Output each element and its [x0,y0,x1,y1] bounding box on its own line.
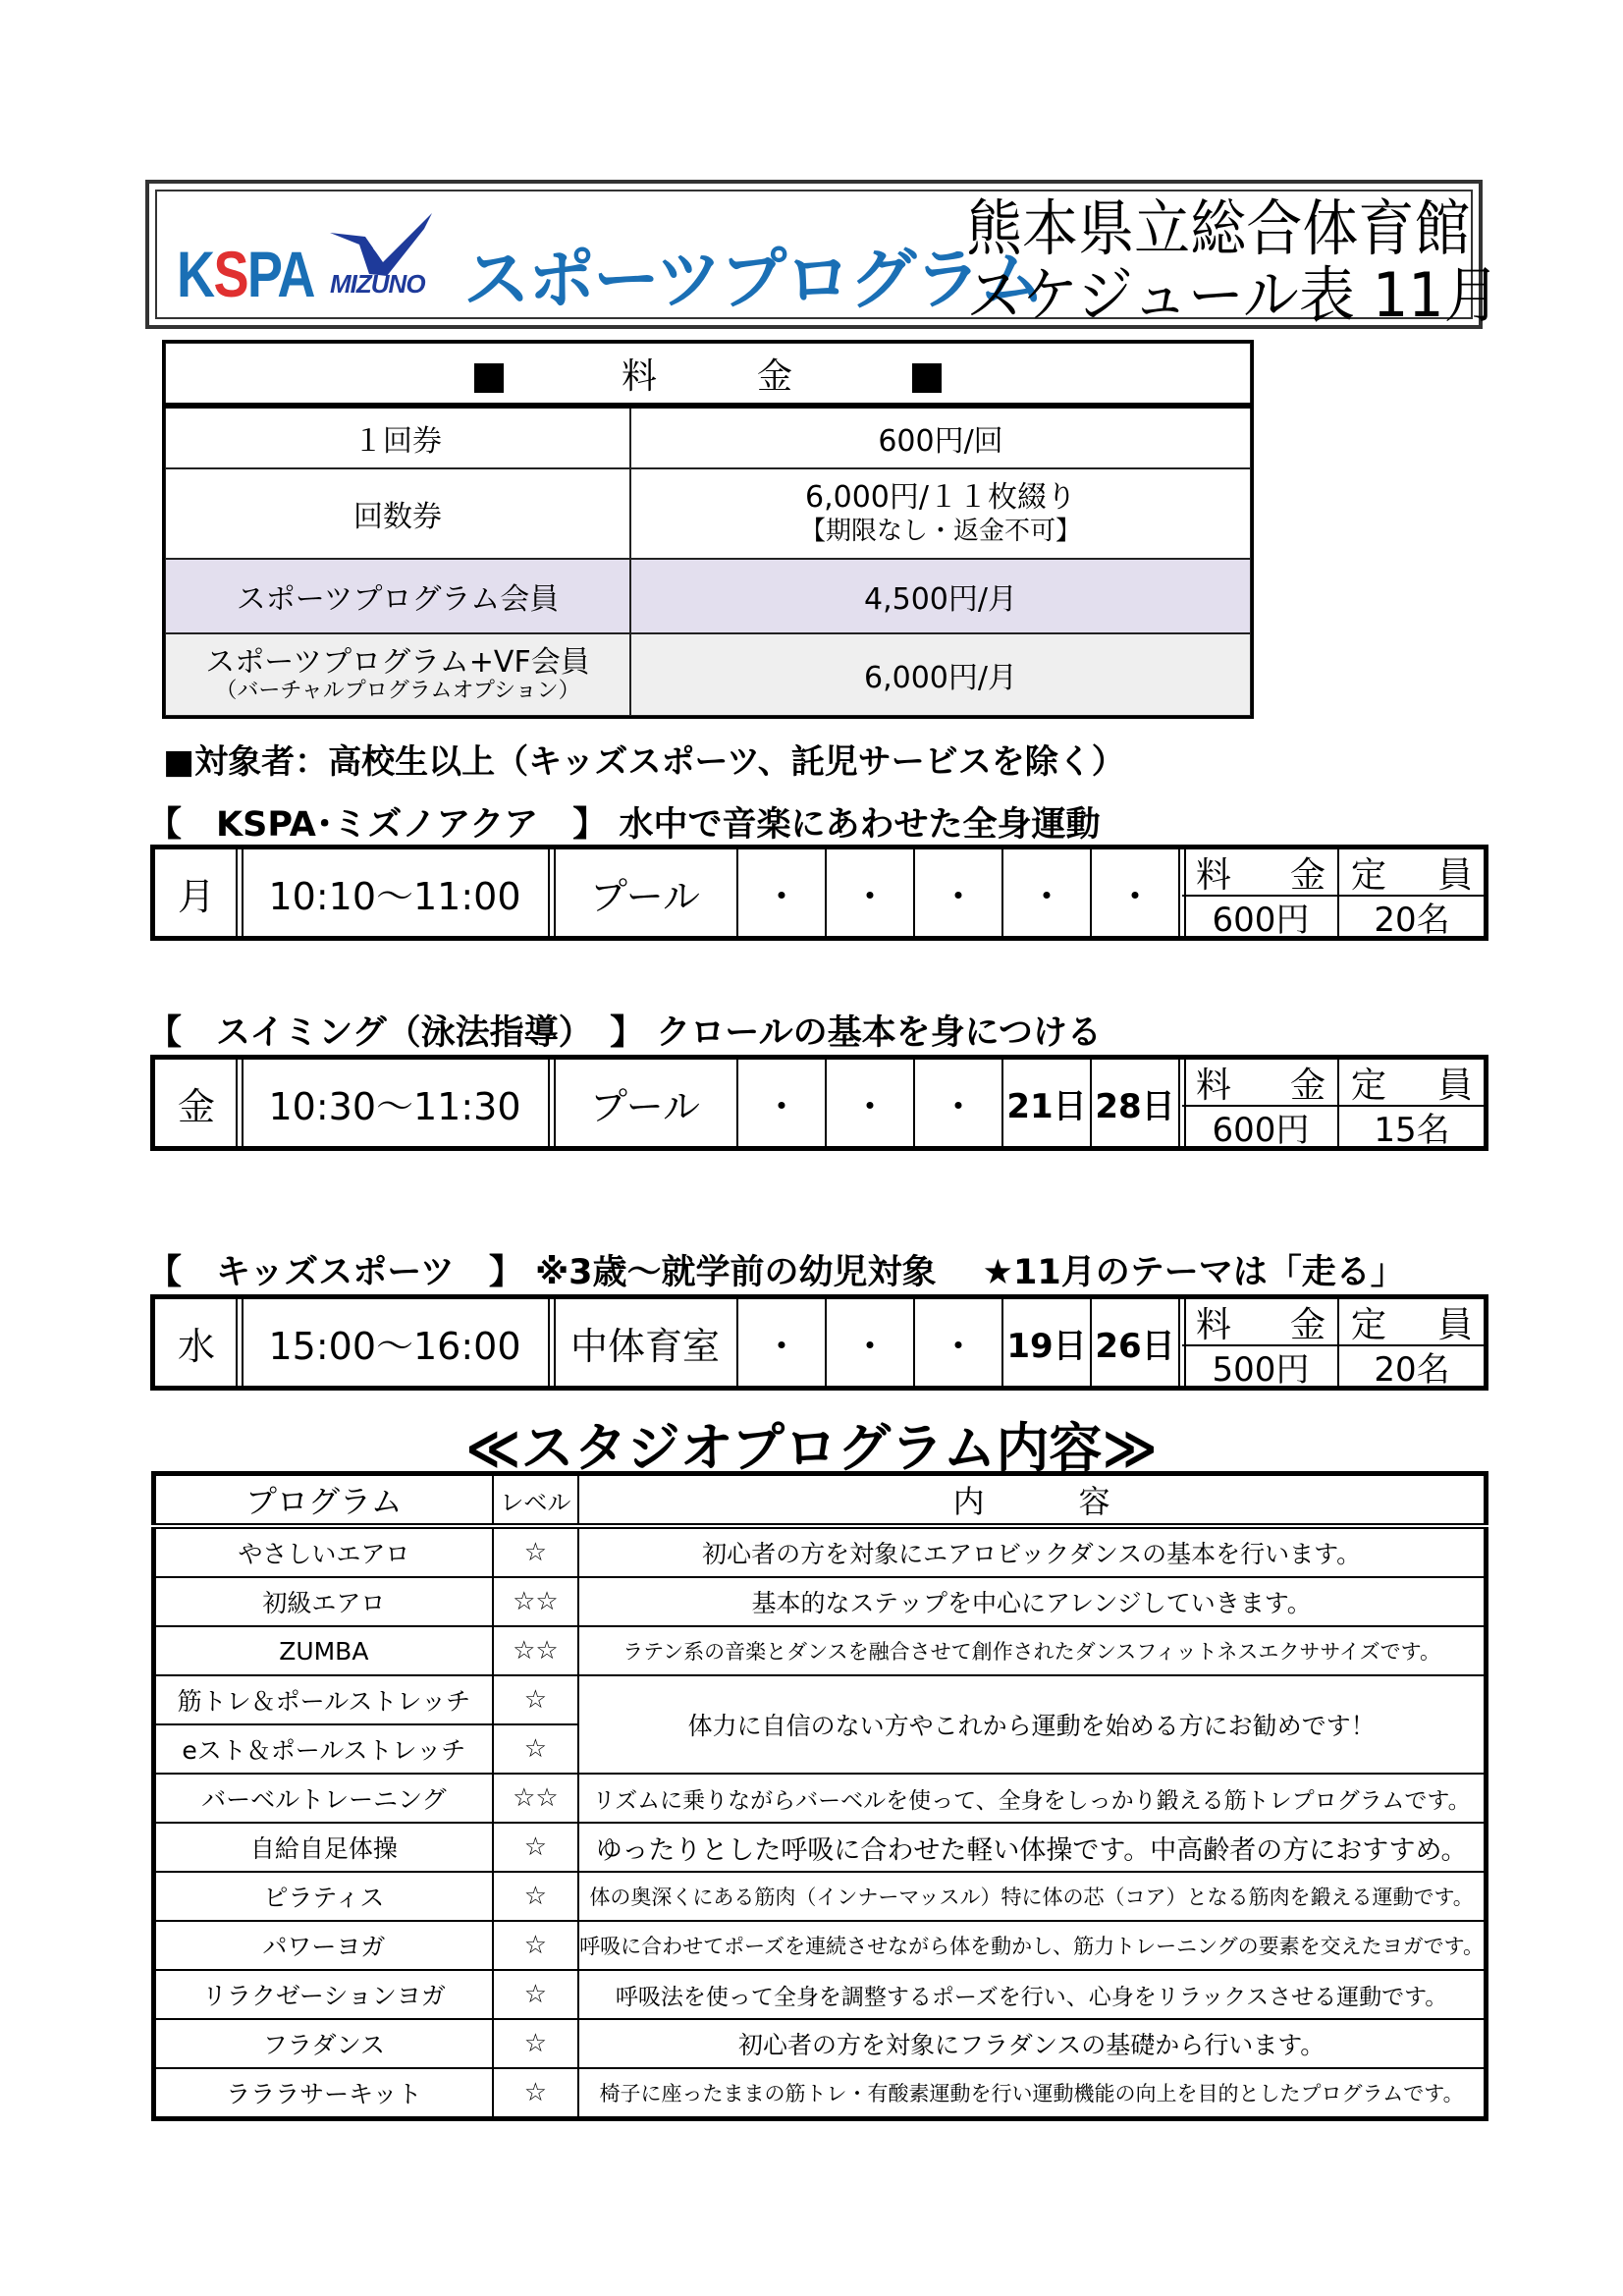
program-column-header: プログラム [154,1474,493,1527]
schedule-date: 28日 [1095,1086,1175,1126]
fee-header: 料 金 [1196,1065,1325,1106]
studio-row [154,1970,1487,2019]
schedule-title: スケジュール表 11月 [966,259,1500,331]
schedule-date: ・ [939,1084,977,1128]
studio-row [154,1577,1487,1626]
level-column-header: レベル [493,1474,579,1527]
program-name: フラダンス [154,2019,493,2068]
header-right-title [966,192,1500,331]
level-stars: ☆ [493,1675,579,1724]
pricing-label: １回券 [165,406,630,468]
schedule-date: ・ [850,1084,889,1128]
content-column-header: 内 容 [578,1474,1486,1527]
pricing-label: 回数券 [165,468,630,559]
schedule-fee: 500円 [1212,1349,1310,1390]
target-audience-note: ■対象者：高校生以上（キッズスポーツ、託児サービスを除く） [163,742,1125,782]
level-stars: ☆☆ [493,1577,579,1626]
schedule-date: ・ [762,1324,800,1368]
studio-program-table [151,1471,1488,2121]
header-inner-frame [155,190,1500,331]
studio-row [154,1921,1487,1970]
black-square-icon [912,363,942,393]
mizuno-wordmark: MIZUNO [330,269,425,299]
schedule-time: 15:00～16:00 [268,1324,521,1368]
studio-row [154,1823,1487,1872]
studio-row [154,2068,1487,2119]
pricing-row [165,633,1251,716]
schedule-date: ・ [762,1084,800,1128]
studio-row [154,1626,1487,1675]
program-name: ピラティス [154,1872,493,1921]
schedule-date: ・ [850,874,889,918]
program-name: パワーヨガ [154,1921,493,1970]
schedule-fee: 600円 [1212,900,1310,940]
pricing-table [164,342,1252,717]
schedule-heading: 【 キッズスポーツ 】 ※3歳～就学前の幼児対象 ★11月のテーマは「走る」 [147,1253,1405,1292]
schedule-table [150,1294,1488,1391]
program-description: ラテン系の音楽とダンスを融合させて創作されたダンスフィットネスエクササイズです。 [578,1626,1486,1675]
pricing-value-cell [630,468,1251,559]
studio-row [154,1526,1487,1577]
schedule-date: ・ [939,874,977,918]
schedule-date: 26日 [1095,1326,1175,1366]
level-stars: ☆☆ [493,1774,579,1823]
header-banner [145,180,1500,331]
program-name: 初級エアロ [154,1577,493,1626]
studio-header-row [154,1474,1487,1527]
program-description: 初心者の方を対象にフラダンスの基礎から行います。 [578,2019,1486,2068]
fee-header: 料 金 [1196,854,1325,896]
schedule-table [150,1055,1488,1151]
pricing-row [165,559,1251,633]
capacity-header: 定 員 [1351,1304,1473,1345]
studio-row [154,1872,1487,1921]
pricing-label-cell [165,633,630,716]
level-stars: ☆ [493,1921,579,1970]
schedule-date: ・ [1027,874,1065,918]
pricing-value: 600円/回 [630,406,1251,468]
pricing-value: 4,500円/月 [630,559,1251,633]
schedule-place: プール [589,874,701,918]
level-stars: ☆ [493,1823,579,1872]
program-description: 呼吸法を使って全身を調整するポーズを行い、心身をリラックスさせる運動です。 [578,1970,1486,2019]
studio-row [154,1675,1487,1724]
pricing-row [165,468,1251,559]
schedule-capacity: 20名 [1374,1349,1450,1390]
program-description: 基本的なステップを中心にアレンジしていきます。 [578,1577,1486,1626]
pricing-value: 6,000円/月 [630,633,1251,716]
level-stars: ☆ [493,1872,579,1921]
program-description: ゆったりとした呼吸に合わせた軽い体操です。中高齢者の方におすすめ。 [578,1823,1486,1872]
level-stars: ☆☆ [493,1626,579,1675]
program-description: 椅子に座ったままの筋トレ・有酸素運動を行い運動機能の向上を目的としたプログラムです。 [578,2068,1486,2119]
program-name: ZUMBA [154,1626,493,1675]
program-description: リズムに乗りながらバーベルを使って、全身をしっかり鍛える筋トレプログラムです。 [578,1774,1486,1823]
pricing-label: スポーツプログラム+VF会員 [205,645,590,680]
program-title: スポーツプログラム [463,242,1044,319]
schedule-date: ・ [762,874,800,918]
schedule-date: ・ [939,1324,977,1368]
program-name: リラクゼーションヨガ [154,1970,493,2019]
program-name: eスト＆ポールストレッチ [154,1724,493,1774]
program-name: ラララサーキット [154,2068,493,2119]
schedule-day: 金 [177,1084,215,1128]
level-stars: ☆ [493,1970,579,2019]
level-stars: ☆ [493,2019,579,2068]
kspa-logo: KSPA [177,238,314,310]
kspa-logo-s: S [213,238,247,310]
schedule-date: ・ [1115,874,1154,918]
schedule-heading: 【 KSPA･ミズノアクア 】 水中で音楽にあわせた全身運動 [147,805,1101,845]
schedule-date: ・ [850,1324,889,1368]
studio-row [154,2019,1487,2068]
program-description: 体力に自信のない方やこれから運動を始める方にお勧めです！ [578,1675,1486,1774]
program-name: バーベルトレーニング [154,1774,493,1823]
schedule-place: プール [589,1084,701,1128]
schedule-place: 中体育室 [569,1324,720,1368]
schedule-day: 水 [177,1324,215,1368]
level-stars: ☆ [493,1526,579,1577]
program-description: 体の奥深くにある筋肉（インナーマッスル）特に体の芯（コア）となる筋肉を鍛える運動です。 [578,1872,1486,1921]
schedule-capacity: 20名 [1374,900,1450,940]
pricing-sublabel: （バーチャルプログラムオプション） [215,679,580,703]
black-square-icon [474,363,504,393]
schedule-time: 10:10～11:00 [268,874,521,918]
schedule-day: 月 [177,874,215,918]
schedule-fee: 600円 [1212,1110,1310,1150]
schedule-time: 10:30～11:30 [268,1084,521,1128]
venue-name: 熊本県立総合体育館 [966,192,1471,264]
program-description: 呼吸に合わせてポーズを連続させながら体を動かし、筋力トレーニングの要素を交えたヨガです。 [578,1921,1486,1970]
pricing-label: スポーツプログラム会員 [165,559,630,633]
pricing-note: 【期限なし・返金不可】 [799,517,1081,546]
fee-header: 料 金 [1196,1304,1325,1345]
schedule-table [150,845,1488,941]
program-name: やさしいエアロ [154,1526,493,1577]
schedule-capacity: 15名 [1374,1110,1450,1150]
capacity-header: 定 員 [1351,854,1473,896]
pricing-row [165,406,1251,468]
program-name: 筋トレ＆ポールストレッチ [154,1675,493,1724]
capacity-header: 定 員 [1351,1065,1473,1106]
mizuno-logo [326,211,444,309]
level-stars: ☆ [493,1724,579,1774]
program-description: 初心者の方を対象にエアロビックダンスの基本を行います。 [578,1526,1486,1577]
program-name: 自給自足体操 [154,1823,493,1872]
schedule-heading: 【 スイミング（泳法指導） 】 クロールの基本を身につける [147,1013,1102,1053]
schedule-date: 21日 [1006,1086,1087,1126]
studio-program-title: ≪スタジオプログラム内容≫ [465,1417,1158,1479]
pricing-value: 6,000円/１１枚綴り [805,480,1076,515]
studio-row [154,1774,1487,1823]
pricing-title: 料 金 [165,343,1251,406]
level-stars: ☆ [493,2068,579,2119]
schedule-date: 19日 [1006,1326,1087,1366]
